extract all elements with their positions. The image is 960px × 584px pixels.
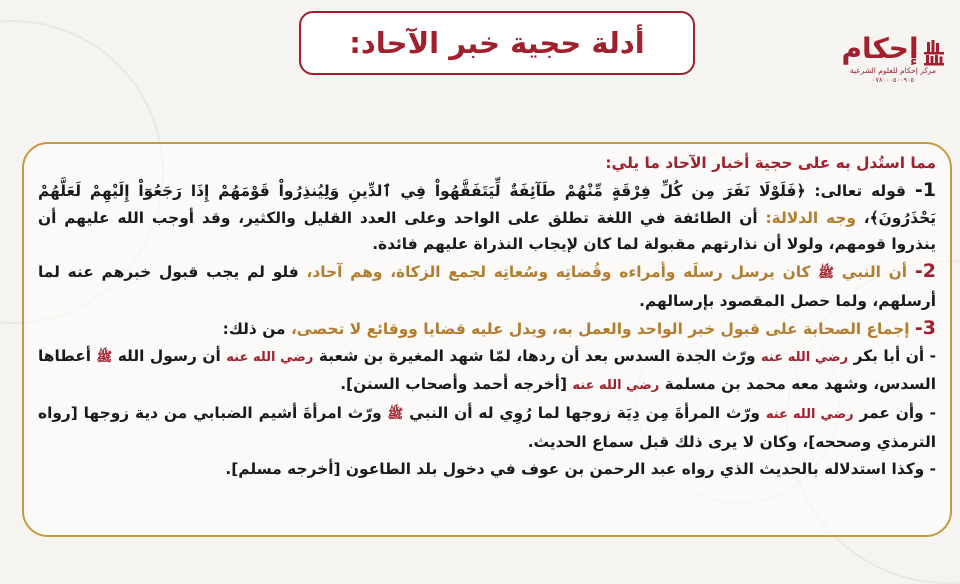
- list-item: [38, 456, 936, 483]
- honorific-symbol: رضي الله عنه: [572, 378, 660, 394]
- list-item-text: [أخرجه أحمد وأصحاب السنن].: [340, 375, 573, 394]
- slide-title-box: [299, 11, 695, 75]
- list-item-text: - وكذا استدلاله بالحديث الذي رواه عبد الرحمن بن عوف في دخول بلد الطاعون [أخرجه مسلم].: [225, 459, 936, 478]
- list-item-text: - أن أبا بكر: [848, 346, 936, 365]
- evidence-lead: قوله تعالى:: [805, 181, 915, 200]
- logo-mark: [841, 28, 944, 66]
- evidence-2: [38, 258, 936, 315]
- logo-subtitle: مركز إحكام للعلوم الشرعية: [849, 66, 937, 75]
- list-item-text: أعطاها السدس، وشهد معه محمد بن مسلمة: [38, 346, 936, 394]
- slide-title: أدلة حجية خبر الآحاد:: [349, 26, 645, 60]
- honorific-symbol: رضي الله عنه: [761, 349, 849, 365]
- evidence-number: 1-: [914, 178, 936, 201]
- evidence-lead: أن النبي: [833, 263, 915, 282]
- evidence-highlight: إجماع الصحابة على قبول خبر الواحد والعمل به، ويدل عليه قضايا ووقائع لا تحصى،: [290, 319, 915, 338]
- logo-name: إحكام: [841, 32, 919, 65]
- logo: [841, 28, 940, 94]
- salutation-symbol: ﷺ: [96, 349, 113, 365]
- list-item: [38, 343, 936, 401]
- evidence-number: 2-: [914, 260, 936, 283]
- content-text: [38, 150, 936, 483]
- evidence-text: من ذلك:: [222, 319, 291, 338]
- list-item-text: ورّث امرأةَ أشيم الضبابي من دية زوجها [رواه الترمذي وصححه]، وكان لا يرى ذلك قبل سماع الحديث.: [38, 404, 936, 451]
- evidence-1: [38, 177, 936, 258]
- list-item-text: ورّث الجدة السدس بعد أن ردها، لمّا شهد المغيرة بن شعبة: [313, 346, 761, 365]
- quran-verse: ﴿فَلَوْلَا نَفَرَ مِن كُلِّ فِرْقَةٍ مِّنْهُمْ طَآئِفَةٌ لِّيَتَفَقَّهُواْ فِي ٱلدِّينِ وَلِيُنذِرُواْ قَوْمَهُمْ إِذَا رَجَعُوٓاْ إِلَيْهِمْ لَعَلَّهُمْ يَحْذَرُونَ﴾،: [38, 181, 936, 227]
- evidence-text: فلو لم يجب قبول خبرهم عنه لما أرسلهم، ولما حصل المقصود بإرسالهم.: [38, 263, 936, 310]
- evidence-3: [38, 315, 936, 343]
- list-item-text: - وأن عمر: [853, 404, 936, 423]
- evidence-highlight: كان يرسل رسلَه وأمراءه وقُضاتِه وسُعاتِه لجمع الزكاة، وهم آحاد،: [306, 263, 819, 282]
- intro-heading: مما استُدل به على حجية أخبار الآحاد ما يلي:: [605, 154, 936, 172]
- logo-phone: ٠٧٨٠٠٠٥٠٠٩٠٥: [872, 76, 914, 84]
- list-item-text: أن رسول الله: [112, 346, 227, 365]
- salutation-symbol: ﷺ: [818, 266, 834, 282]
- honorific-symbol: رضي الله عنه: [765, 407, 854, 423]
- evidence-text: أن الطائفة في اللغة تطلق على الواحد وعلى العدد القليل والكثير، وقد أوجب الله عليهم أن ينذروا قومهم، ولولا أن نذارتهم مقبولة لما كان لإيجاب النذراة عليهم فائدة.: [38, 208, 936, 254]
- evidence-number: 3-: [914, 316, 936, 339]
- book-shelf-icon: [923, 36, 945, 66]
- list-item: [38, 400, 936, 456]
- content-panel: [22, 142, 952, 537]
- evidence-label: وجه الدلالة:: [765, 208, 864, 227]
- honorific-symbol: رضي الله عنه: [226, 349, 314, 365]
- list-item-text: ورّث المرأةَ مِن دِيَة زوجها لما رُوِي له أن النبي: [403, 404, 766, 423]
- salutation-symbol: ﷺ: [387, 407, 404, 423]
